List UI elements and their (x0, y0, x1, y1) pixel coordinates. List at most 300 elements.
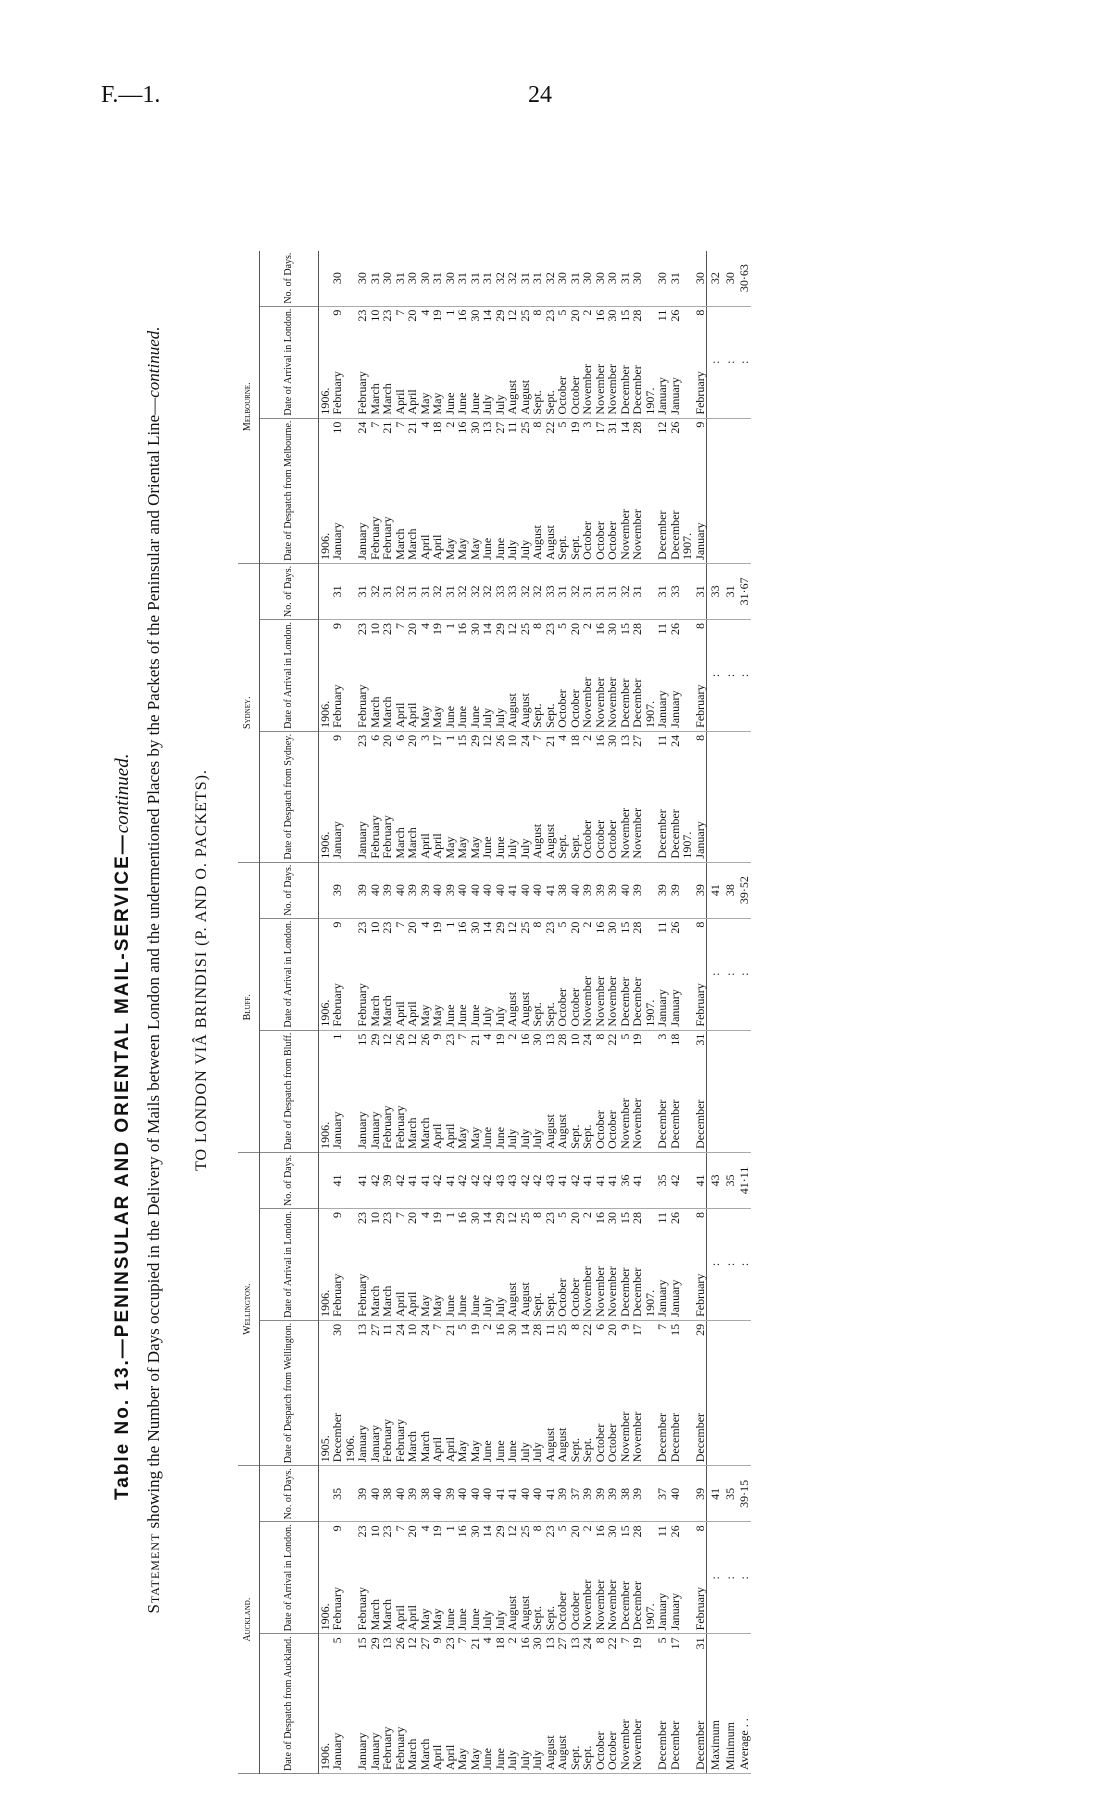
month: December (692, 1099, 707, 1149)
table-row (669, 251, 682, 1774)
month: 1907. (642, 700, 657, 728)
days-cell: 31 (444, 563, 457, 619)
days-cell: 32 (369, 563, 382, 619)
day: 29 (492, 1525, 507, 1538)
day: 23 (442, 1033, 457, 1046)
group-sydney: Sydney. (238, 563, 259, 862)
day: 1 (442, 622, 457, 629)
month: October (567, 375, 582, 415)
days-cell: 43 (506, 1152, 519, 1208)
day: 15 (355, 1637, 369, 1650)
month: July (492, 1296, 507, 1317)
month: Sept. (530, 1002, 544, 1027)
days-cell: 40 (531, 862, 544, 918)
col-header-bluff-1: Date of Arrival in London. (259, 918, 318, 1030)
day: 8 (692, 622, 707, 629)
days-cell: 40 (369, 862, 382, 918)
month: June (442, 1004, 457, 1027)
day: 26 (667, 421, 682, 434)
month: February (355, 983, 369, 1027)
subtitle: TO LONDON VIÂ BRINDISI (P. AND O. PACKETS). (193, 769, 210, 1171)
days-cell: 38 (619, 1466, 632, 1522)
day: 20 (405, 1525, 419, 1538)
day: 23 (355, 1525, 369, 1538)
day: 16 (592, 622, 607, 635)
days-cell: 31 (381, 563, 394, 619)
day: 21 (405, 421, 419, 434)
summary-value: 35 (722, 1152, 737, 1208)
day: 7 (655, 1323, 669, 1330)
days-cell: 40 (456, 862, 469, 918)
statement-text: showing the Number of Days occupied in the Delivery of Mails between London and the undermentioned Places by the Packets of the Peninsular and Oriental Line— (144, 397, 163, 1529)
days-cell: 33 (544, 563, 557, 619)
month: April (442, 1744, 457, 1770)
day: 18 (667, 1033, 682, 1046)
day: 21 (467, 1637, 482, 1650)
days-cell: 39 (581, 1466, 594, 1522)
days-cell: 31 (481, 251, 494, 307)
day: 1 (330, 1033, 344, 1040)
month: August (542, 1427, 557, 1463)
summary-blank (707, 418, 722, 563)
col-header-melbourne-2: No. of Days. (259, 251, 318, 307)
days-cell: 30 (406, 251, 419, 307)
day: 18 (430, 421, 444, 434)
days-cell: 32 (531, 563, 544, 619)
arrival-date-cell (669, 619, 682, 731)
day: 2 (442, 421, 457, 428)
days-cell: 40 (531, 1466, 544, 1522)
days-cell: 32 (456, 563, 469, 619)
days-cell: 31 (606, 563, 619, 619)
month: May (455, 1440, 469, 1463)
month: November (592, 975, 607, 1027)
day: 13 (617, 734, 632, 747)
month: January (655, 690, 669, 728)
day: 23 (355, 1211, 369, 1224)
day: 15 (617, 921, 632, 934)
month: February (380, 516, 394, 560)
day: 3 (580, 421, 594, 428)
day: 26 (667, 1525, 682, 1538)
summary-blank (722, 418, 737, 563)
summary-blank (707, 1030, 722, 1152)
day: 23 (542, 622, 557, 635)
month: October (592, 1731, 607, 1770)
month: November (580, 975, 594, 1027)
day: 24 (517, 734, 532, 747)
days-cell: 31 (694, 563, 707, 619)
month: February (367, 516, 382, 560)
days-cell: 42 (469, 1152, 482, 1208)
days-cell: 31 (419, 563, 432, 619)
group-auckland: Auckland. (238, 1466, 259, 1774)
month: April (392, 389, 407, 415)
day: 30 (467, 309, 482, 322)
month: Sept. (555, 535, 569, 560)
day: 7 (392, 309, 407, 316)
days-cell: 41 (356, 1152, 369, 1208)
month: November (617, 509, 632, 560)
month: October (555, 1278, 569, 1317)
month: Sept. (542, 390, 557, 415)
days-cell (681, 563, 694, 619)
day: 5 (555, 622, 569, 629)
days-cell: 38 (556, 862, 569, 918)
days-cell: 30 (694, 251, 707, 307)
day: 2 (580, 1525, 594, 1532)
day: 9 (330, 309, 344, 316)
month: February (355, 684, 369, 728)
summary-value: 41 (707, 862, 722, 918)
day: 30 (530, 1637, 544, 1650)
month: June (492, 1126, 507, 1149)
day: 13 (380, 1637, 394, 1650)
month: Sept. (542, 1605, 557, 1631)
month: October (592, 1110, 607, 1149)
arrival-date-cell (669, 1208, 682, 1320)
summary-label: Minimum (722, 1634, 737, 1774)
day: 21 (380, 421, 394, 434)
col-header-wellington-0: Date of Despatch from Wellington. (259, 1320, 318, 1465)
month: May (467, 537, 482, 560)
day: 25 (555, 1323, 569, 1336)
month: October (592, 1423, 607, 1463)
day: 7 (392, 921, 407, 928)
month: November (580, 677, 594, 728)
month: August (505, 693, 519, 728)
day: 5 (555, 1211, 569, 1218)
day: 30 (605, 622, 619, 635)
day: 31 (692, 1033, 707, 1046)
day: 4 (417, 1211, 432, 1218)
statement-lead: Statement (144, 1532, 163, 1614)
day: 9 (617, 1323, 632, 1330)
month: November (630, 1719, 644, 1770)
month: March (405, 827, 419, 859)
month: August (517, 1282, 532, 1317)
day: 8 (692, 734, 707, 741)
day: 13 (480, 421, 494, 434)
month: November (580, 1579, 594, 1631)
days-cell: 32 (619, 563, 632, 619)
summary-blank (707, 731, 722, 862)
month: October (555, 1591, 569, 1631)
day: 26 (667, 921, 682, 934)
days-cell: 40 (481, 862, 494, 918)
month: June (467, 392, 482, 415)
month: November (580, 1266, 594, 1317)
day: 3 (417, 734, 432, 741)
arrival-date-cell (694, 1522, 707, 1634)
summary-dots: : (707, 619, 722, 731)
day: 15 (617, 1525, 632, 1538)
month: December (667, 1099, 682, 1149)
days-cell: 32 (394, 563, 407, 619)
day: 23 (355, 622, 369, 635)
month: October (592, 521, 607, 560)
day: 8 (530, 309, 544, 316)
arrival-date-cell (331, 1208, 344, 1320)
days-cell: 35 (331, 1466, 344, 1522)
month: November (605, 1266, 619, 1317)
day: 16 (455, 1211, 469, 1224)
month: May (430, 1004, 444, 1027)
days-cell: 39 (656, 862, 669, 918)
arrival-date-cell (331, 306, 344, 418)
day: 23 (442, 1637, 457, 1650)
day: 11 (380, 1323, 394, 1336)
days-cell: 39 (444, 862, 457, 918)
day: 23 (542, 1525, 557, 1538)
day: 7 (530, 734, 544, 741)
days-cell: 42 (431, 1152, 444, 1208)
days-cell: 42 (456, 1152, 469, 1208)
day: 23 (355, 309, 369, 322)
day: 12 (655, 421, 669, 434)
month: 1907. (642, 387, 657, 415)
month: July (505, 838, 519, 859)
day: 9 (330, 734, 344, 741)
month: December (667, 510, 682, 560)
month: January (655, 377, 669, 415)
day: 12 (505, 309, 519, 322)
day: 30 (467, 421, 482, 434)
despatch-date-cell (331, 1634, 344, 1774)
day: 28 (630, 421, 644, 434)
day: 15 (455, 734, 469, 747)
days-cell: 41 (331, 1152, 344, 1208)
arrival-date-cell (669, 918, 682, 1030)
days-cell: 31 (531, 251, 544, 307)
month: January (355, 1732, 369, 1770)
month: December (667, 1720, 682, 1770)
day: 12 (480, 734, 494, 747)
day: 4 (417, 622, 432, 629)
month: 1906. (317, 1289, 332, 1317)
despatch-date-cell (631, 1634, 644, 1774)
day: 9 (330, 1211, 344, 1218)
month: January (667, 989, 682, 1027)
day: 29 (492, 1211, 507, 1224)
group-melbourne: Melbourne. (238, 251, 259, 564)
day: 7 (430, 1323, 444, 1330)
col-header-melbourne-1: Date of Arrival in London. (259, 306, 318, 418)
day: 16 (517, 1033, 532, 1046)
month: April (442, 1436, 457, 1463)
month: June (492, 537, 507, 560)
day: 8 (567, 1323, 582, 1330)
day: 16 (592, 1525, 607, 1538)
day: 22 (605, 1033, 619, 1046)
month: November (605, 1579, 619, 1631)
day: 12 (380, 1033, 394, 1046)
days-cell: 31 (406, 563, 419, 619)
month: June (455, 1004, 469, 1027)
month: July (530, 1128, 544, 1149)
day: 8 (592, 1033, 607, 1040)
month: May (430, 1608, 444, 1631)
table-title (112, 754, 134, 1500)
month: February (380, 1418, 394, 1463)
days-cell: 40 (469, 1466, 482, 1522)
day: 16 (455, 421, 469, 434)
day: 9 (430, 1033, 444, 1040)
days-cell: 41 (694, 1152, 707, 1208)
summary-value: 33 (707, 563, 722, 619)
col-header-sydney-0: Date of Despatch from Sydney. (259, 731, 318, 862)
day: 15 (667, 1323, 682, 1336)
day: 20 (567, 1525, 582, 1538)
day: 23 (542, 921, 557, 934)
month: November (630, 1098, 644, 1149)
summary-value: 39·15 (736, 1466, 751, 1522)
month: August (517, 991, 532, 1027)
day: 30 (467, 921, 482, 934)
day: 16 (592, 1211, 607, 1224)
day: 8 (530, 421, 544, 428)
day: 4 (417, 1525, 432, 1532)
month: February (330, 983, 344, 1027)
days-cell: 31 (569, 251, 582, 307)
month: January (367, 1111, 382, 1149)
day: 19 (630, 1637, 644, 1650)
day: 20 (567, 921, 582, 934)
summary-blank (722, 1320, 737, 1465)
days-cell: 41 (606, 1152, 619, 1208)
days-cell: 41 (419, 1152, 432, 1208)
days-cell: 41 (594, 1152, 607, 1208)
days-cell: 39 (556, 1466, 569, 1522)
day: 15 (617, 309, 632, 322)
days-cell: 32 (506, 251, 519, 307)
day: 2 (580, 309, 594, 316)
days-cell (681, 251, 694, 307)
col-header-melbourne-0: Date of Despatch from Melbourne. (259, 418, 318, 563)
day: 25 (517, 1211, 532, 1224)
days-cell: 40 (481, 1466, 494, 1522)
day: 6 (392, 734, 407, 741)
month: November (605, 363, 619, 415)
days-cell: 31 (431, 251, 444, 307)
month: April (417, 833, 432, 859)
month: December (617, 977, 632, 1027)
month: January (655, 1592, 669, 1631)
day: 23 (542, 309, 557, 322)
day: 24 (355, 421, 369, 434)
despatch-date-cell (331, 731, 344, 862)
day: 2 (580, 1211, 594, 1218)
month: August (542, 823, 557, 859)
month: June (492, 1440, 507, 1463)
month: February (392, 1105, 407, 1149)
arrival-date-cell (694, 306, 707, 418)
days-cell: 40 (519, 862, 532, 918)
day: 2 (480, 1323, 494, 1330)
day: 28 (630, 309, 644, 322)
day: 30 (505, 1323, 519, 1336)
days-cell: 30 (356, 251, 369, 307)
month: November (630, 807, 644, 859)
month: January (692, 821, 707, 859)
month: November (592, 677, 607, 728)
despatch-date-cell (669, 1030, 682, 1152)
days-cell: 31 (669, 251, 682, 307)
month: July (492, 1610, 507, 1631)
days-cell: 40 (569, 862, 582, 918)
month: June (455, 1294, 469, 1317)
month: December (630, 1581, 644, 1631)
days-cell: 39 (331, 862, 344, 918)
month: July (505, 539, 519, 560)
day: 13 (542, 1637, 557, 1650)
despatch-date-cell (631, 1030, 644, 1152)
month: June (480, 1440, 494, 1463)
day: 2 (580, 921, 594, 928)
days-cell: 31 (519, 251, 532, 307)
day: 8 (530, 622, 544, 629)
summary-dots: : (722, 619, 737, 731)
month: August (517, 693, 532, 728)
day: 11 (655, 1525, 669, 1537)
month: July (505, 1749, 519, 1770)
days-cell: 39 (669, 862, 682, 918)
col-header-sydney-2: No. of Days. (259, 563, 318, 619)
day: 10 (367, 309, 382, 322)
month: November (580, 363, 594, 415)
month: May (455, 836, 469, 859)
days-cell: 31 (556, 563, 569, 619)
month: June (480, 836, 494, 859)
days-cell: 42 (669, 1152, 682, 1208)
month: May (442, 537, 457, 560)
day: 15 (355, 1033, 369, 1046)
days-cell: 30 (594, 251, 607, 307)
month: February (330, 1586, 344, 1631)
day: 16 (455, 622, 469, 635)
days-cell: 31 (656, 563, 669, 619)
day: 14 (480, 622, 494, 635)
month: February (392, 1726, 407, 1770)
month: March (367, 696, 382, 728)
summary-dots: : (707, 918, 722, 1030)
month: February (692, 983, 707, 1027)
days-cell: 30 (381, 251, 394, 307)
statement (144, 150, 164, 1790)
month: October (605, 819, 619, 859)
month: Sept. (542, 1292, 557, 1317)
month: July (480, 707, 494, 728)
month: January (330, 821, 344, 859)
month: April (405, 1604, 419, 1631)
month: January (667, 1592, 682, 1631)
month: January (655, 989, 669, 1027)
day: 20 (405, 734, 419, 747)
despatch-date-cell (631, 1320, 644, 1465)
day: 9 (330, 921, 344, 928)
day: 26 (667, 1211, 682, 1224)
summary-value: 41 (707, 1466, 722, 1522)
days-cell: 41 (581, 1152, 594, 1208)
day: 14 (517, 1323, 532, 1336)
month: February (380, 1726, 394, 1770)
summary-dots: : (736, 918, 751, 1030)
month: April (430, 1744, 444, 1770)
days-cell: 30 (556, 251, 569, 307)
month: January (355, 522, 369, 560)
month: Sept. (580, 1124, 594, 1149)
day: 16 (455, 309, 469, 322)
